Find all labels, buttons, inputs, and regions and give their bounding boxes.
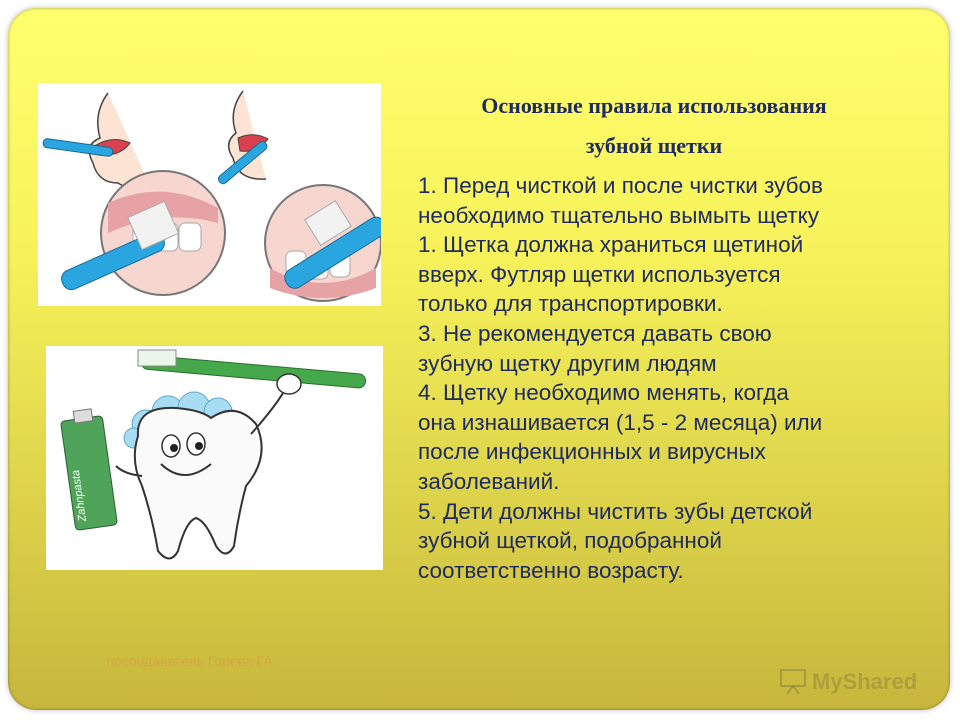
toothpaste-label: Zahnpasta [69, 469, 89, 523]
tooth-body [135, 408, 262, 559]
rules-list [418, 171, 946, 585]
rule-line: заболеваний. [418, 468, 560, 494]
rule-line: 5. Дети должны чистить зубы детской [418, 498, 813, 524]
watermark-text: MyShared [812, 669, 918, 694]
brushing-illustration [38, 83, 381, 306]
rule-line: после инфекционных и вирусных [418, 439, 766, 465]
right-zoom-circle [265, 185, 381, 301]
toothbrush-bristles [138, 350, 176, 366]
rule-line: 4. Щетку необходимо менять, когда [418, 380, 789, 406]
rule-line: вверх. Футляр щетки используется [418, 261, 781, 287]
title-line-1: Основные правила использования [481, 93, 827, 118]
rule-line: 3. Не рекомендуется давать свою [418, 320, 772, 346]
title-line-2: зубной щетки [585, 133, 723, 158]
toothpaste-tube [61, 409, 118, 531]
rule-line: зубной щеткой, подобранной [418, 528, 722, 554]
rule-line: необходимо тщательно вымыть щетку [418, 202, 819, 228]
rule-line: она изнашивается (1,5 - 2 месяца) или [418, 409, 823, 435]
slide [8, 8, 950, 710]
brushing-illustration-svg [38, 83, 381, 306]
page-title [380, 86, 928, 166]
rule-line: соответственно возрасту. [418, 557, 684, 583]
left-zoom-circle [59, 171, 225, 295]
presentation-icon [778, 666, 808, 696]
tooth-hand [277, 374, 301, 394]
tooth-cartoon-illustration [46, 346, 383, 570]
rule-line: 1. Перед чисткой и после чистки зубов [418, 173, 823, 198]
rule-line: только для транспортировки. [418, 291, 723, 317]
tooth-arm [251, 388, 286, 434]
tooth-cartoon-svg [46, 346, 383, 570]
watermark-logo [778, 660, 938, 700]
rule-line: зубную щетку другим людям [418, 350, 717, 376]
footer-author: преподаватель Горева ГА [106, 653, 273, 669]
rule-line: 1. Щетка должна храниться щетиной [418, 232, 804, 258]
